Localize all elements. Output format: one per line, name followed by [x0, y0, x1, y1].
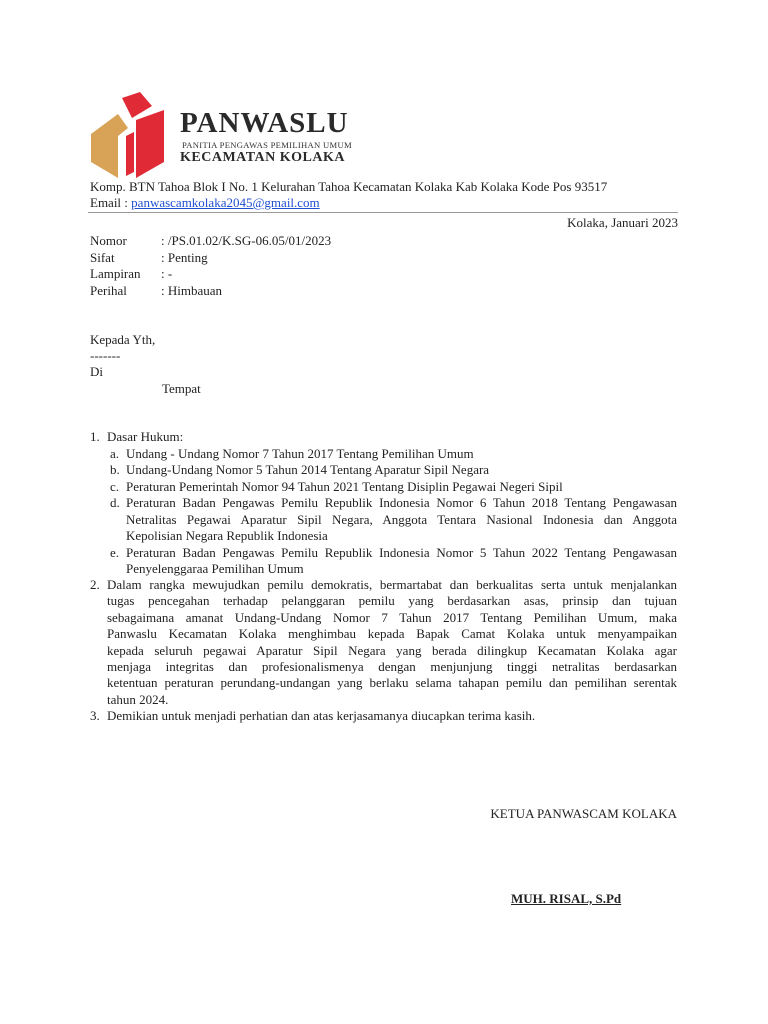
- org-name: PANWASLU: [180, 107, 349, 139]
- item-b-letter: b.: [110, 462, 120, 477]
- nomor-label: Nomor: [90, 233, 127, 248]
- item-e-line-2: Penyelenggaraa Pemilihan Umum: [126, 561, 304, 576]
- signature-name: MUH. RISAL, S.Pd: [511, 891, 622, 906]
- perihal-value: : Himbauan: [161, 283, 223, 298]
- point-2-line-4: Panwaslu Kecamatan Kolaka menghimbau kepada Bapak Camat Kolaka untuk menyampaikan: [107, 626, 677, 641]
- item-c-text: Peraturan Pemerintah Nomor 94 Tahun 2021 Tentang Disiplin Pegawai Negeri Sipil: [126, 479, 563, 494]
- point-3-number: 3.: [90, 708, 100, 723]
- email-label: Email :: [90, 195, 132, 210]
- item-d-line-3: Kepolisian Negara Republik Indonesia: [126, 528, 328, 543]
- item-d-line-1: Peraturan Badan Pengawas Pemilu Republik Indonesia Nomor 6 Tahun 2018 Tentang Pengawasan: [126, 495, 677, 510]
- point-2-line-7: ketentuan peraturan perundang-undangan yang berlaku selama tahapan pemilu dan pemilihan serentak: [107, 675, 677, 690]
- point-1-title: Dasar Hukum:: [107, 429, 184, 444]
- sifat-value: : Penting: [161, 250, 208, 265]
- header-divider: [88, 212, 678, 213]
- lampiran-label: Lampiran: [90, 266, 141, 281]
- item-a-letter: a.: [110, 446, 120, 461]
- item-d-line-2: Netralitas Pegawai Aparatur Sipil Negara, Anggota Tentara Nasional Indonesia dan Anggota: [126, 512, 677, 527]
- item-c-letter: c.: [110, 479, 120, 494]
- item-e-line-1: Peraturan Badan Pengawas Pemilu Republik Indonesia Nomor 5 Tahun 2022 Tentang Pengawasan: [126, 545, 677, 560]
- point-2-line-2: tugas pencegahan terhadap pelanggaran pemilu yang berdasarkan asas, prinsip dan tujuan: [107, 593, 677, 608]
- point-2-line-1: Dalam rangka mewujudkan pemilu demokratis, bermartabat dan berkualitas serta untuk menjalankan: [107, 577, 677, 592]
- email-link[interactable]: panwascamkolaka2045@gmail.com: [131, 195, 320, 210]
- org-subtitle: PANITIA PENGAWAS PEMILIHAN UMUM: [182, 140, 352, 150]
- point-3-text: Demikian untuk menjadi perhatian dan atas kerjasamanya diucapkan terima kasih.: [107, 708, 536, 723]
- item-e-letter: e.: [110, 545, 120, 560]
- point-2-line-6: menjaga integritas dan profesionalismenya dengan menjunjung tinggi netralitas berdasarkan: [107, 659, 677, 674]
- point-2-line-8: tahun 2024.: [107, 692, 169, 707]
- item-a-text: Undang - Undang Nomor 7 Tahun 2017 Tentang Pemilihan Umum: [126, 446, 474, 461]
- recipient-name: -------: [90, 348, 121, 363]
- lampiran-value: : -: [161, 266, 173, 281]
- sifat-label: Sifat: [90, 250, 115, 265]
- letter-date: Kolaka, Januari 2023: [567, 215, 678, 230]
- point-2-line-3: sebagaimana amanat Undang-Undang Nomor 7 Tahun 2017 Tentang Pemilihan Umum, maka: [107, 610, 677, 625]
- email-line: [90, 195, 320, 211]
- perihal-label: Perihal: [90, 283, 127, 298]
- item-b-text: Undang-Undang Nomor 5 Tahun 2014 Tentang Aparatur Sipil Negara: [126, 462, 490, 477]
- point-1-number: 1.: [90, 429, 100, 444]
- org-unit: KECAMATAN KOLAKA: [180, 150, 345, 165]
- recipient-di: Di: [90, 364, 103, 379]
- recipient-place: Tempat: [162, 381, 201, 396]
- point-2-line-5: kepada seluruh pegawai Aparatur Sipil Negara yang berada dilingkup Kecamatan Kolaka agar: [107, 643, 677, 658]
- nomor-value: : /PS.01.02/K.SG-06.05/01/2023: [161, 233, 332, 248]
- point-2-number: 2.: [90, 577, 100, 592]
- recipient-greeting: Kepada Yth,: [90, 332, 156, 347]
- item-d-letter: d.: [110, 495, 120, 510]
- signature-title: KETUA PANWASCAM KOLAKA: [490, 806, 677, 821]
- address-line: Komp. BTN Tahoa Blok I No. 1 Kelurahan Tahoa Kecamatan Kolaka Kab Kolaka Kode Pos 93517: [90, 179, 608, 194]
